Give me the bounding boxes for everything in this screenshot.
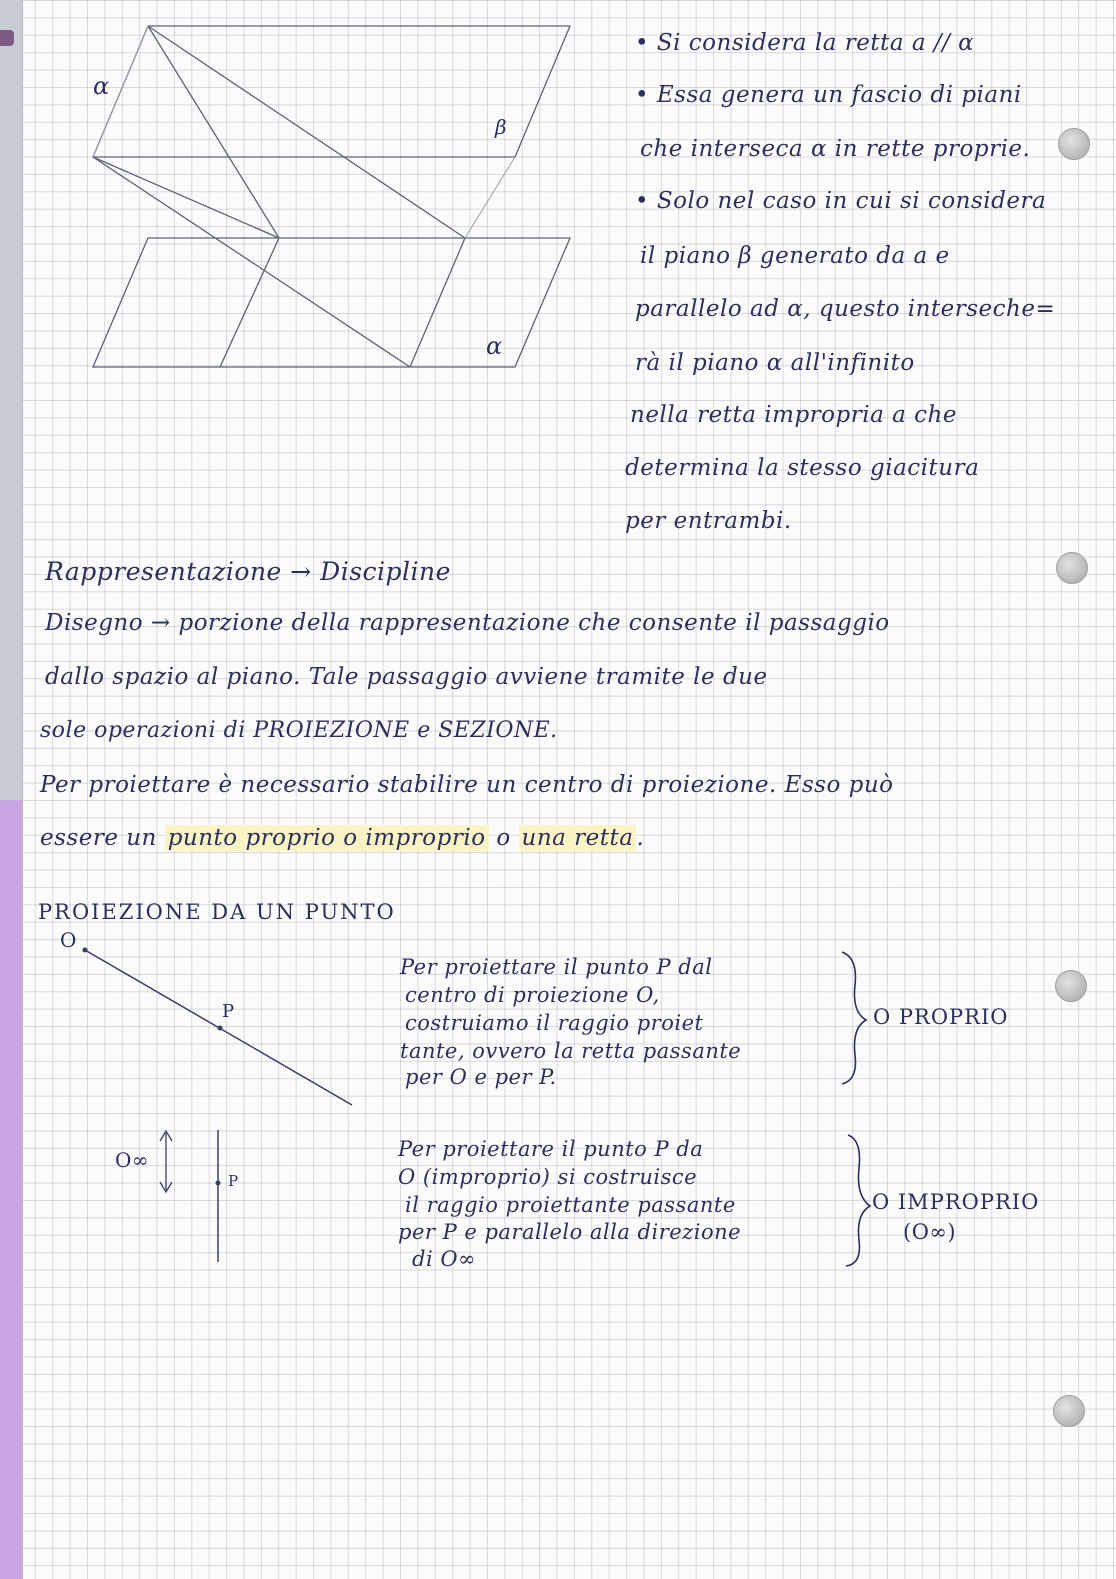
desc-line: tante, ovvero la retta passante [400,1039,742,1063]
note-line: che interseca α in rette proprie. [640,136,1031,162]
note-line: • Essa genera un fascio di piani [635,82,1022,108]
note-line: parallelo ad α, questo interseche= [635,296,1056,322]
label-O: O [60,928,77,952]
note-line: per entrambi. [625,508,792,534]
result-proper: O PROPRIO [873,1005,1009,1029]
body-line: Per proiettare è necessario stabilire un centro di proiezione. Esso può [40,772,894,798]
note-line: determina la stesso giacitura [625,455,980,481]
label-alpha-top: α [93,72,110,100]
body-line: sole operazioni di PROIEZIONE e SEZIONE. [40,718,558,743]
label-O-infinity: O∞ [115,1148,150,1172]
section-title: PROIEZIONE DA UN PUNTO [38,900,396,924]
highlight-text: punto proprio o improprio [165,825,489,851]
desc-line: per O e per P. [405,1065,557,1089]
body-line: Rappresentazione → Discipline [45,557,451,586]
body-line: dallo spazio al piano. Tale passaggio avviene tramite le due [45,664,768,690]
note-line: il piano β generato da a e [640,243,950,269]
result-improper: O IMPROPRIO [872,1190,1040,1214]
desc-line: il raggio proiettante passante [405,1193,736,1217]
desc-line: costruiamo il raggio proiet [405,1011,704,1035]
highlight-text: una retta [519,825,637,851]
label-alpha-bottom: α [486,332,503,360]
desc-line: O (improprio) si costruisce [398,1165,698,1189]
label-beta: β [495,115,508,139]
note-line: nella retta impropria a che [630,402,957,428]
text: o [496,825,511,851]
note-line: rà il piano α all'infinito [635,350,915,376]
note-line: • Si considera la retta a // α [635,30,975,56]
text: essere un [40,825,157,851]
desc-line: per P e parallelo alla direzione [398,1220,742,1244]
desc-line: di O∞ [412,1247,477,1271]
label-P: P [228,1172,239,1190]
body-line: Disegno → porzione della rappresentazione che consente il passaggio [45,610,890,636]
desc-line: centro di proiezione O, [405,983,660,1007]
result-improper-sub: (O∞) [903,1220,957,1244]
note-line: • Solo nel caso in cui si considera [635,188,1047,214]
desc-line: Per proiettare il punto P dal [400,955,713,979]
text: . [636,825,645,851]
desc-line: Per proiettare il punto P da [398,1137,704,1161]
label-P: P [222,1001,235,1022]
